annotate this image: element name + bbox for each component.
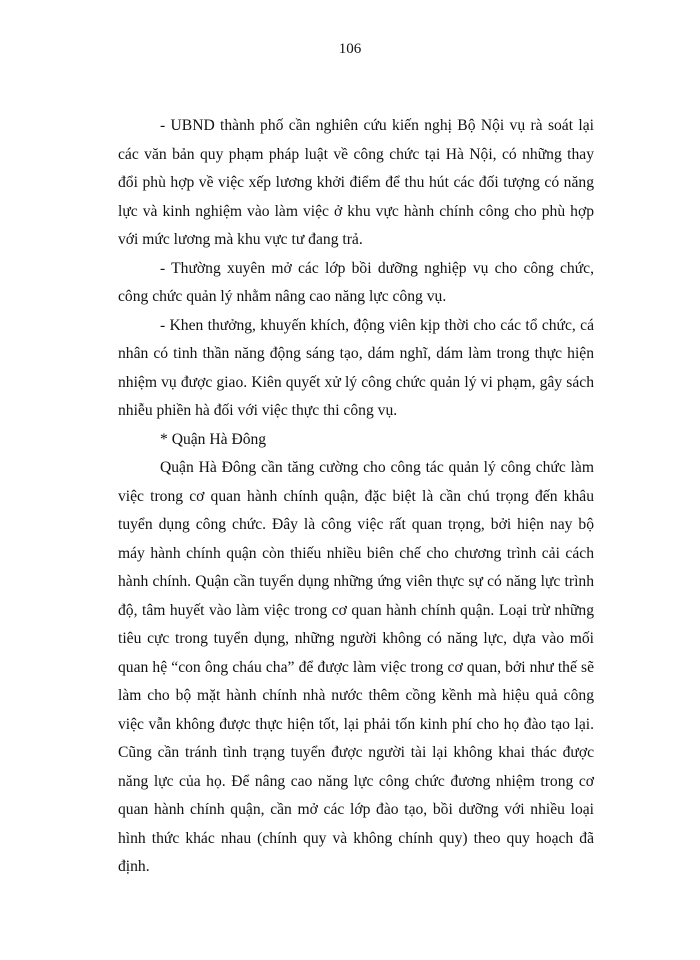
paragraph-recommendation-training: - Thường xuyên mở các lớp bồi dưỡng nghiệp vụ cho công chức, công chức quản lý nhằm nâng cao năng lực công vụ.	[118, 259, 594, 305]
paragraph-ha-dong-details: Quận Hà Đông cần tăng cường cho công tác quản lý công chức làm việc trong cơ quan hành chính quận, đặc biệt là cần chú trọng đến khâu tuyển dụng công chức. Đây là công việc rất quan trọng, bởi hiện nay bộ máy hành chính quận còn thiếu nhiều biên chế cho chương trình cải cách hành chính. Quận cần tuyển dụng những ứng viên thực sự có năng lực trình độ, tâm huyết vào làm việc trong cơ quan hành chính quận. Loại trừ những tiêu cực trong tuyển dụng, những người không có năng lực, dựa vào mối quan hệ “con ông cháu cha” để được làm việc trong cơ quan, bởi như thế sẽ làm cho bộ mặt hành chính nhà nước thêm cồng kềnh mà hiệu quả công việc vẫn không được thực hiện tốt, lại phải tốn kinh phí cho họ đào tạo lại. Cũng cần tránh tình trạng tuyển được người tài lại không khai thác được năng lực của họ. Để nâng cao năng lực công chức đương nhiệm trong cơ quan hành chính quận, cần mở các lớp đào tạo, bồi dưỡng với nhiều loại hình thức khác nhau (chính quy và không chính quy) theo quy hoạch đã định.	[118, 459, 594, 875]
page-number: 106	[338, 41, 362, 57]
paragraph-recommendation-salary: - UBND thành phố cần nghiên cứu kiến nghị Bộ Nội vụ rà soát lại các văn bản quy phạm pháp luật về công chức tại Hà Nội, có những thay đổi phù hợp về việc xếp lương khởi điểm để thu hút các đối tượng có năng lực và kinh nghiệm vào làm việc ở khu vực hành chính công cho phù hợp với mức lương mà khu vực tư đang trả.	[118, 117, 594, 248]
paragraph-recommendation-rewards: - Khen thưởng, khuyến khích, động viên kịp thời cho các tổ chức, cá nhân có tinh thần năng động sáng tạo, dám nghĩ, dám làm trong thực hiện nhiệm vụ được giao. Kiên quyết xử lý công chức quản lý vi phạm, gây sách nhiễu phiền hà đối với việc thực thi công vụ.	[118, 316, 594, 419]
body-text	[118, 112, 594, 882]
section-heading-ha-dong: * Quận Hà Đông	[160, 430, 267, 448]
